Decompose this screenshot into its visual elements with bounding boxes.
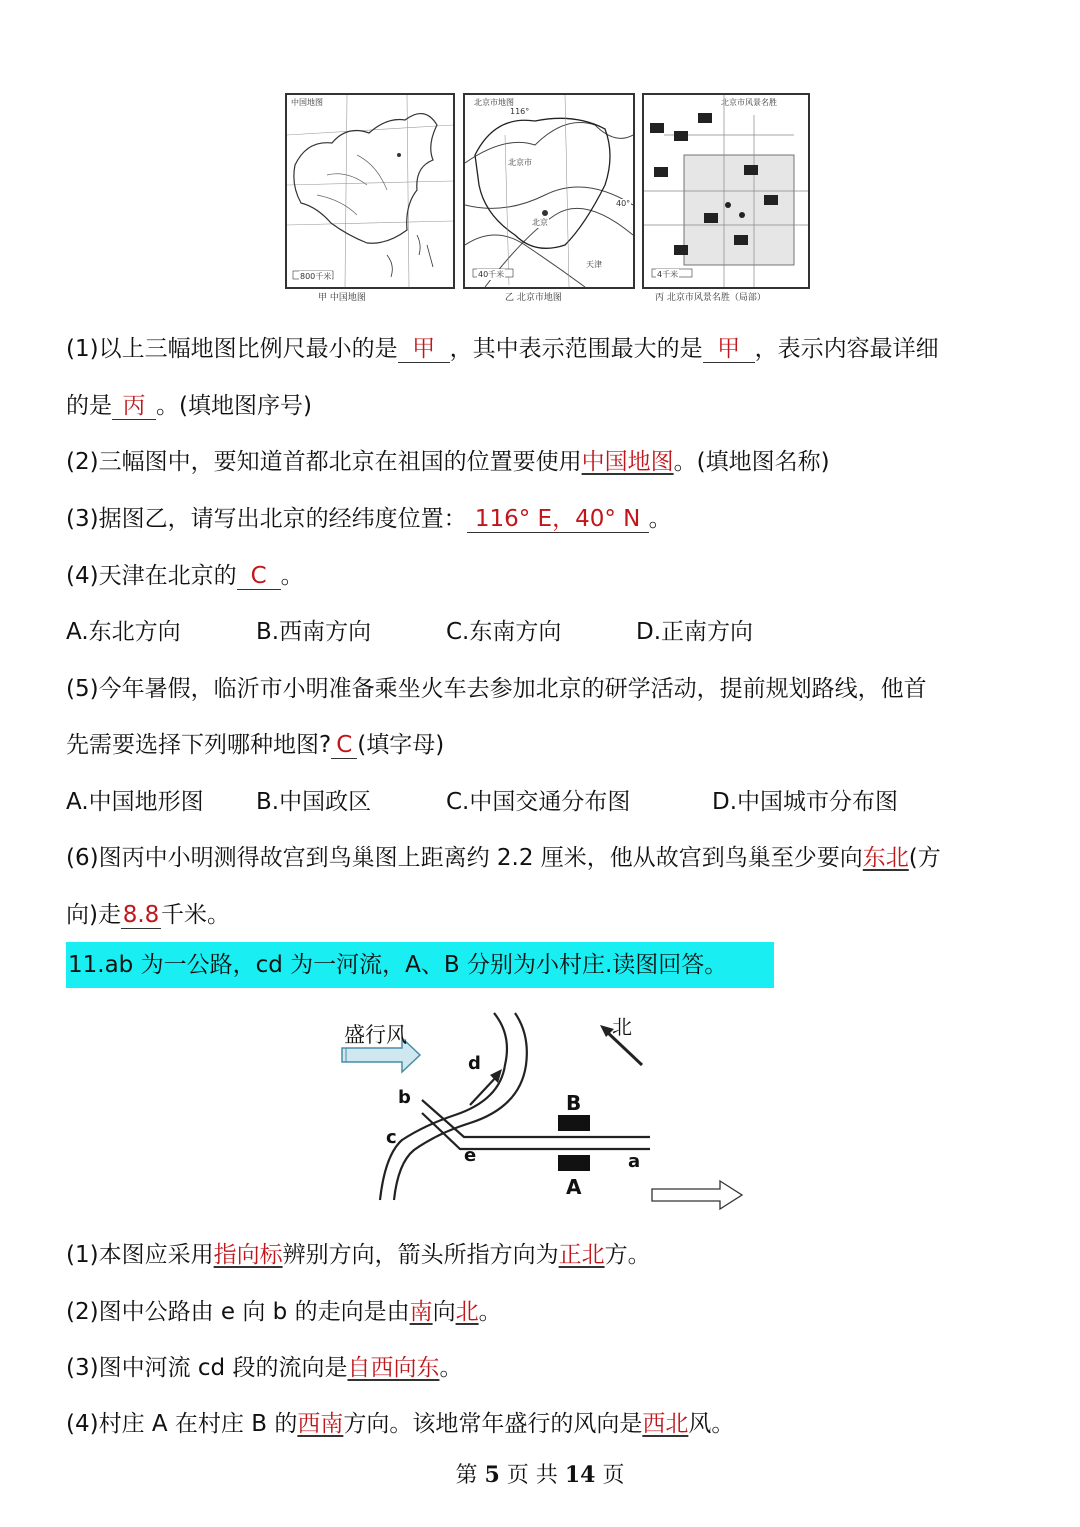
q11-p4: (4)村庄 A 在村庄 B 的西南方向。该地常年盛行的风向是西北风。	[66, 1411, 735, 1437]
q11-p4-answer2: 西北	[642, 1411, 689, 1437]
map-beijing-label-lat: 40°	[616, 199, 631, 208]
map-beijing-label-tianjin: 天津	[586, 260, 602, 269]
q10-p4-option-b: B.西南方向	[256, 619, 372, 645]
map-scenic	[642, 93, 810, 289]
q10-p1-answer3: 丙	[112, 393, 156, 420]
page-total: 14	[564, 1462, 596, 1488]
page-footer: 第 5 页 共 14 页	[455, 1462, 625, 1488]
q10-p4-option-c: C.东南方向	[446, 619, 562, 645]
letter-b: b	[398, 1087, 411, 1108]
map-china-scale: 800千米	[300, 272, 332, 281]
q10-p6-line1: (6)图丙中小明测得故宫到鸟巢图上距离约 2.2 厘米，他从故宫到鸟巢至少要向东北(方	[66, 845, 941, 871]
map-scenic-title: 北京市风景名胜	[721, 98, 777, 107]
q10-p5-option-d: D.中国城市分布图	[712, 789, 899, 815]
q10-p5-option-c: C.中国交通分布图	[446, 789, 631, 815]
q11-p1-answer2: 正北	[558, 1242, 605, 1268]
q10-p5-answer: C	[331, 732, 357, 759]
north-label: 北	[612, 1015, 632, 1039]
q10-p6-answer1: 东北	[862, 845, 909, 871]
q11-diagram	[330, 1005, 750, 1210]
letter-e: e	[464, 1145, 477, 1166]
map-beijing-title: 北京市地图	[474, 98, 514, 107]
q10-p3: (3)据图乙，请写出北京的经纬度位置： 116° E，40° N 。	[66, 506, 672, 532]
letter-d: d	[468, 1053, 481, 1074]
q11-p2-answer1: 南	[409, 1299, 433, 1325]
map-scenic-caption: 丙 北京市风景名胜（局部）	[655, 293, 766, 303]
china-outline-icon	[287, 95, 453, 287]
wind-label: 盛行风	[344, 1023, 407, 1047]
q10-p6-answer2: 8.8	[122, 902, 160, 928]
map-beijing	[463, 93, 635, 289]
q10-p1-answer1: 甲	[398, 336, 450, 363]
q10-p4: (4)天津在北京的 C 。	[66, 563, 304, 589]
q10-p4-option-a: A.东北方向	[66, 619, 181, 645]
map-china	[285, 93, 455, 289]
page-number: 5	[484, 1462, 500, 1488]
map-china-title: 中国地图	[291, 98, 323, 107]
q10-p1-line2: 的是 丙 。(填地图序号)	[66, 393, 312, 419]
q10-p5-line2: 先需要选择下列哪种地图? C (填字母)	[66, 732, 445, 758]
map-beijing-label-center: 北京	[532, 218, 548, 227]
q11-p2-answer2: 北	[455, 1299, 479, 1325]
village-b-label: B	[566, 1091, 582, 1115]
map-beijing-scale: 40千米	[478, 270, 505, 279]
q11-p1: (1)本图应采用指向标辨别方向，箭头所指方向为正北方。	[66, 1242, 651, 1268]
q10-p4-option-d: D.正南方向	[636, 619, 754, 645]
map-beijing-label-city: 北京市	[508, 158, 532, 167]
map-scenic-scale: 4千米	[657, 270, 679, 279]
q11-p4-answer1: 西南	[297, 1411, 344, 1437]
q11-p2: (2)图中公路由 e 向 b 的走向是由南向北。	[66, 1299, 502, 1325]
q11-title: 11.ab 为一公路，cd 为一河流，A、B 分别为小村庄.读图回答。	[68, 952, 728, 978]
map-beijing-caption: 乙 北京市地图	[505, 293, 562, 303]
q11-title-highlight	[66, 942, 774, 988]
beijing-outline-icon	[465, 95, 633, 287]
letter-c: c	[386, 1127, 397, 1148]
q10-p6-line2: 向)走8.8千米。	[66, 902, 230, 928]
q10-p4-answer: C	[237, 563, 281, 590]
map-beijing-label-lon: 116°	[510, 107, 530, 116]
map-china-caption: 甲 中国地图	[318, 293, 366, 303]
q11-p1-answer1: 指向标	[213, 1242, 283, 1268]
q10-p5-option-a: A.中国地形图	[66, 789, 204, 815]
q10-p1-line1: (1)以上三幅地图比例尺最小的是 甲 ，其中表示范围最大的是 甲 ，表示内容最详细	[66, 336, 939, 362]
q10-p1-answer2: 甲	[703, 336, 755, 363]
q10-p5-line1: (5)今年暑假，临沂市小明准备乘坐火车去参加北京的研学活动，提前规划路线，他首	[66, 676, 927, 702]
scenic-spots-icon	[644, 95, 808, 287]
q10-p2: (2)三幅图中，要知道首都北京在祖国的位置要使用中国地图。(填地图名称)	[66, 449, 830, 475]
q10-p5-option-b: B.中国政区	[256, 789, 372, 815]
q11-p3: (3)图中河流 cd 段的流向是自西向东。	[66, 1355, 463, 1381]
q10-p3-answer: 116° E，40° N	[467, 506, 649, 533]
q10-p2-answer: 中国地图	[581, 449, 674, 475]
q11-p3-answer: 自西向东	[347, 1355, 440, 1381]
letter-a: a	[628, 1151, 641, 1172]
village-a-label: A	[566, 1175, 582, 1199]
